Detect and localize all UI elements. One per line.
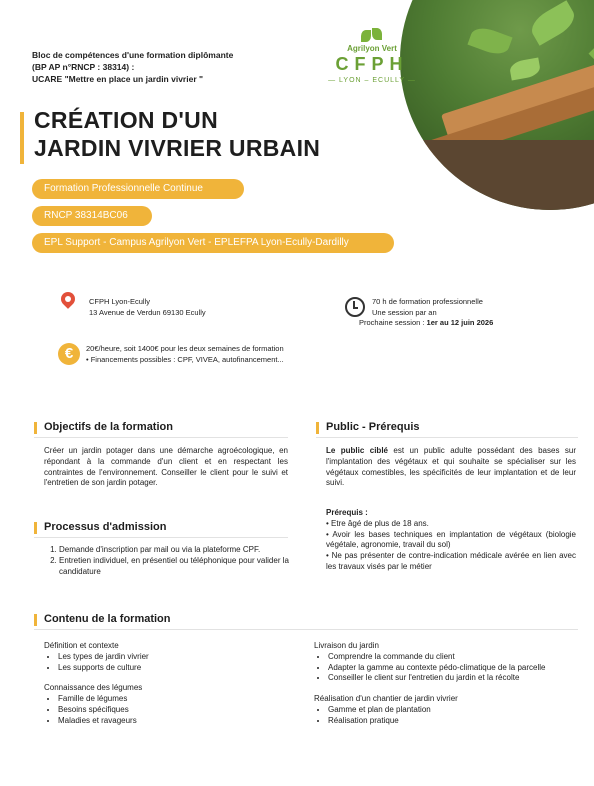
- objectifs-title: Objectifs de la formation: [44, 421, 173, 433]
- pricing-price: 20€/heure, soit 1400€ pour les deux semaines de formation: [86, 344, 284, 353]
- contenu-heading: Connaissance des légumes: [44, 683, 143, 693]
- title-line-1: CRÉATION D'UN: [34, 107, 218, 133]
- objectifs-text: Créer un jardin potager dans une démarche agroécologique, en répondant à la commande d'un client et en respectant les contraintes de l'environnement. Conseiller le client pour le suivi et l'entretien de son jardin potager.: [44, 446, 288, 488]
- location-address: 13 Avenue de Verdun 69130 Ecully: [89, 307, 206, 317]
- intro-line-3: UCARE "Mettre en place un jardin vivrier ": [32, 74, 204, 84]
- contenu-item: • Gamme et plan de plantation: [328, 705, 574, 716]
- schedule-next-dates: 1er au 12 juin 2026: [426, 318, 494, 327]
- public-text: [326, 446, 576, 489]
- logo-brand: Agrilyon Vert: [347, 44, 397, 53]
- contenu-item: • Famille de légumes: [58, 694, 294, 705]
- contenu-item: • Réalisation pratique: [328, 716, 574, 727]
- logo-name: CFPH: [335, 54, 409, 74]
- schedule-sessions: Une session par an: [372, 307, 437, 317]
- location-name: CFPH Lyon-Ecully: [89, 297, 150, 306]
- contenu-heading: Réalisation d'un chantier de jardin vivrier: [314, 694, 458, 704]
- contenu-title: Contenu de la formation: [44, 613, 171, 625]
- contenu-right: [314, 641, 574, 727]
- logo-city: — LYON – ECULLY —: [328, 77, 416, 84]
- contenu-item: • Besoins spécifiques: [58, 705, 294, 716]
- cfph-logo: [322, 28, 422, 84]
- tag-epl: EPL Support - Campus Agrilyon Vert - EPLEFPA Lyon-Ecully-Dardilly: [32, 233, 394, 253]
- schedule-hours: 70 h de formation professionnelle: [372, 297, 483, 306]
- contenu-item: • Maladies et ravageurs: [58, 716, 294, 727]
- processus-step: 2. Entretien individuel, en présentiel ou téléphonique pour valider la candidature: [59, 556, 289, 578]
- garden-photo: [400, 0, 594, 210]
- prereq-item: • Etre âgé de plus de 18 ans.: [326, 518, 429, 528]
- contenu-left: [44, 641, 294, 727]
- contenu-heading: Définition et contexte: [44, 641, 119, 650]
- title-accent-bar: [20, 112, 24, 164]
- pricing-funding: • Financements possibles : CPF, VIVEA, autofinancement...: [86, 354, 284, 364]
- contenu-item: • Les types de jardin vivrier: [58, 652, 294, 663]
- tag-rncp: RNCP 38314BC06: [32, 206, 152, 226]
- intro-line-1: Bloc de compétences d'une formation diplômante: [32, 50, 234, 60]
- contenu-item: • Conseiller le client sur l'entretien du jardin et la récolte: [328, 673, 574, 684]
- processus-title: Processus d'admission: [44, 521, 167, 533]
- prereq-title: Prérequis :: [326, 508, 368, 517]
- page-title: [34, 106, 320, 162]
- schedule-info: [359, 297, 494, 329]
- contenu-item: • Comprendre la commande du client: [328, 652, 574, 663]
- intro-text: [32, 49, 233, 85]
- public-lead-text: est un public adulte possédant des bases sur l'implantation des végétaux et qui souhaite se spécialiser sur les végétaux comestibles, les spécificités de leur implantation et de leur suivi.: [326, 446, 577, 488]
- prereq-item: • Avoir les bases techniques en implantation de végétaux (biologie végétale, agronomie, travail du sol): [326, 529, 576, 550]
- contenu-item: • Adapter la gamme au contexte pédo-climatique de la parcelle: [328, 663, 574, 674]
- euro-icon: €: [58, 343, 80, 365]
- location-info: [89, 297, 206, 318]
- contenu-heading: Livraison du jardin: [314, 641, 379, 650]
- contenu-item: • Les supports de culture: [58, 663, 294, 674]
- schedule-next: Prochaine session : 1er au 12 juin 2026: [359, 318, 494, 327]
- title-line-2: JARDIN VIVRIER URBAIN: [34, 135, 321, 161]
- public-lead-bold: Le public ciblé: [326, 446, 388, 455]
- prereq-block: [326, 508, 576, 573]
- prereq-item: • Ne pas présenter de contre-indication médicale avérée en lien avec les travaux visés par le métier: [326, 551, 576, 571]
- intro-line-2: (BP AP n°RNCP : 38314) :: [32, 62, 135, 72]
- processus-steps: [44, 545, 289, 577]
- pricing-info: [86, 344, 284, 365]
- tag-formation: Formation Professionnelle Continue: [32, 179, 244, 199]
- processus-step: 1. Demande d'inscription par mail ou via la plateforme CPF.: [59, 545, 289, 556]
- public-title: Public - Prérequis: [326, 421, 420, 433]
- leaf-logo-icon: [361, 28, 383, 42]
